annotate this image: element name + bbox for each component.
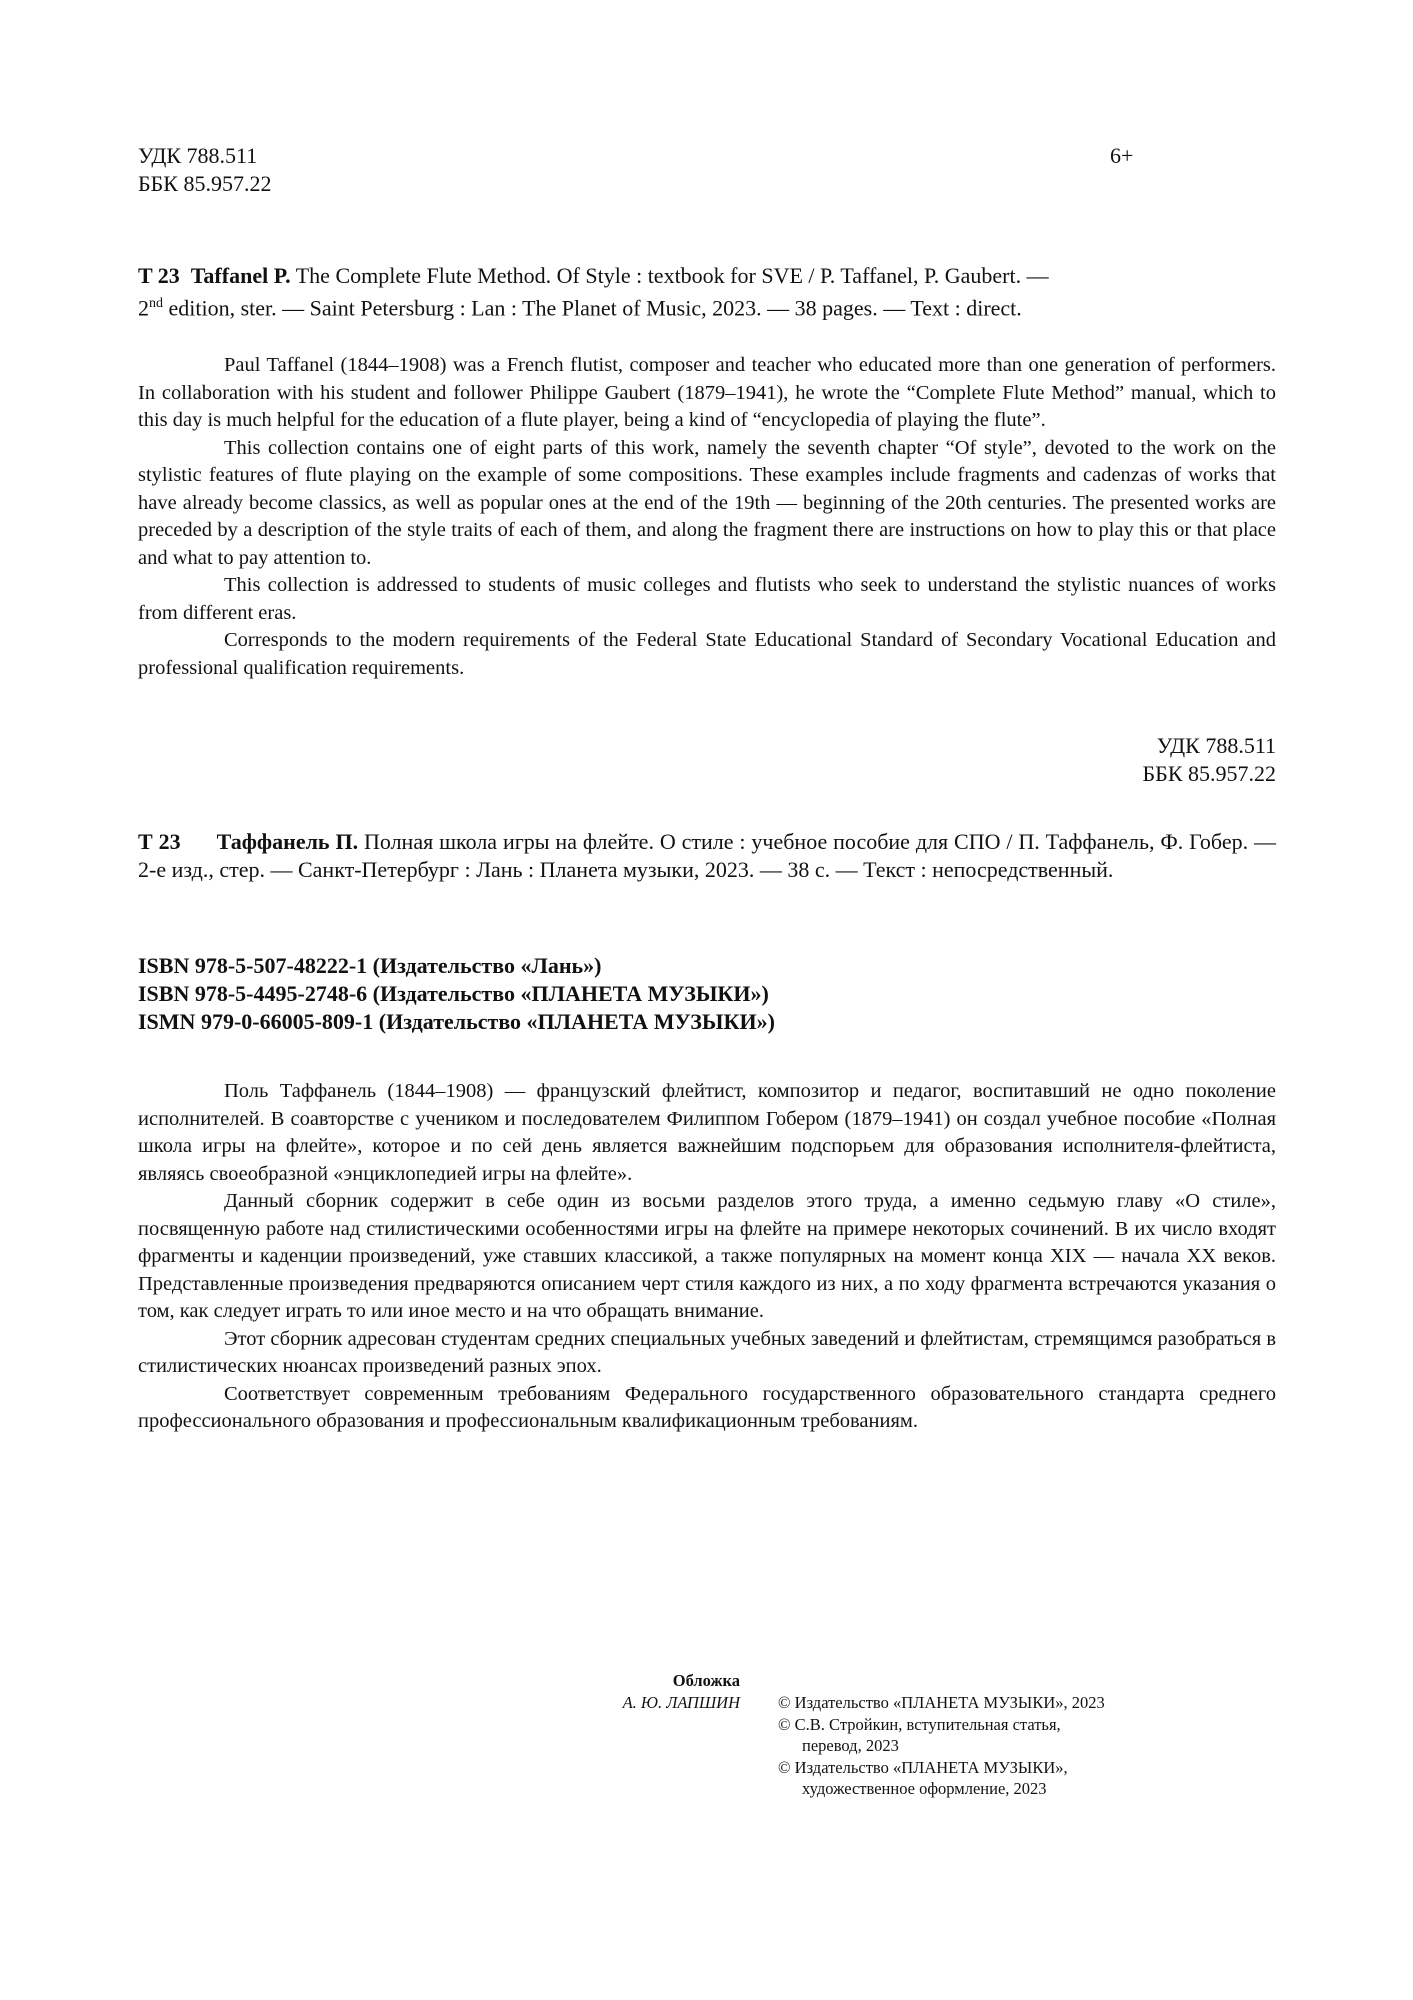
english-record-author: Taffanel P. (190, 263, 291, 288)
english-record-edition-num: 2 (138, 295, 149, 321)
english-record-code: T 23 (138, 263, 180, 288)
english-record-desc-1: The Complete Flute Method. Of Style : textbook for SVE / P. Taffanel, P. Gaubert. — (295, 263, 1049, 288)
english-abstract (138, 352, 1276, 682)
russian-abstract-p3: Этот сборник адресован студентам средних специальных учебных заведений и флейтистам, стремящимся разобраться в стилистических нюансах произведений разных эпох. (138, 1327, 1276, 1377)
russian-record-author: Таффанель П. (216, 829, 359, 854)
ismn-planeta: ISMN 979-0-66005-809-1 (Издательство «ПЛАНЕТА МУЗЫКИ») (138, 1009, 775, 1034)
english-abstract-p4: Corresponds to the modern requirements of the Federal State Educational Standard of Secondary Vocational Education and professional qualification requirements. (138, 629, 1276, 679)
russian-abstract-p4: Соответствует современным требованиям Федерального государственного образовательного стандарта среднего профессионального образования и профессиональным квалификационным требованиям. (138, 1382, 1276, 1432)
russian-record-desc: Полная школа игры на флейте. О стиле : учебное пособие для СПО / П. Таффанель, Ф. Гобер. — 2-е изд., стер. — Санкт-Петербург : Лань : Планета музыки, 2023. — 38 с. — Текст : непосредственный. (138, 829, 1276, 882)
header-udk: УДК 788.511 (138, 143, 258, 168)
copyright-line-2a: © С.В. Стройкин, вступительная статья, (778, 1714, 1061, 1734)
cover-label: Обложка (672, 1671, 740, 1690)
isbn-lan: ISBN 978-5-507-48222-1 (Издательство «Лань») (138, 953, 602, 978)
copyright-line-1: © Издательство «ПЛАНЕТА МУЗЫКИ», 2023 (778, 1693, 1105, 1712)
isbn-planeta: ISBN 978-5-4495-2748-6 (Издательство «ПЛАНЕТА МУЗЫКИ») (138, 981, 769, 1006)
copyright-block (778, 1692, 1198, 1800)
english-record-edition-sup: nd (149, 296, 163, 311)
english-record-desc-2: edition, ster. — Saint Petersburg : Lan : The Planet of Music, 2023. — 38 pages. — Text : direct. (168, 295, 1022, 321)
russian-record-code: Т 23 (138, 829, 181, 854)
header-classification (138, 142, 271, 198)
english-abstract-p2: This collection contains one of eight parts of this work, namely the seventh chapter “Of style”, devoted to the work on the stylistic features of flute playing on the example of some compositions. These examples include fragments and cadenzas of works that have already become classics, as well as popular ones at the end of the 19th — beginning of the 20th centuries. The presented works are preceded by a description of the style traits of each of them, and along the fragment there are instructions on how to play this or that place and what to pay attention to. (138, 436, 1276, 569)
index-right (900, 732, 1276, 788)
identifiers (138, 952, 1276, 1036)
english-abstract-p3: This collection is addressed to students of music colleges and flutists who seek to understand the stylistic nuances of works from different eras. (138, 574, 1276, 624)
age-rating: 6+ (1110, 143, 1134, 168)
russian-abstract (138, 1078, 1276, 1436)
russian-record (138, 828, 1276, 884)
header-bbk: ББК 85.957.22 (138, 171, 272, 196)
english-record (138, 262, 1276, 322)
russian-abstract-p2: Данный сборник содержит в себе один из восьми разделов этого труда, а именно седьмую главу «О стиле», посвященную работе над стилистическими особенностями игры на флейте на примере некоторых сочинений. В их число входят фрагменты и каденции произведений, уже ставших классикой, а также популярных на момент конца XIX — начала XX веков. Представленные произведения предваряются описанием черт стиля каждого из них, а по ходу фрагмента встречаются указания о том, как следует играть то или иное место и на что обращать внимание. (138, 1190, 1276, 1322)
russian-abstract-p1: Поль Таффанель (1844–1908) — французский флейтист, композитор и педагог, воспитавший не одно поколение исполнителей. В соавторстве с учеником и последователем Филиппом Гобером (1879–1941) он создал учебное пособие «Полная школа игры на флейте», которое и по сей день является важнейшим подспорьем для образования исполнителя-флейтиста, являясь своеобразной «энциклопедией игры на флейте». (138, 1080, 1276, 1185)
cover-credit (560, 1670, 740, 1713)
english-abstract-p1: Paul Taffanel (1844–1908) was a French flutist, composer and teacher who educated more than one generation of performers. In collaboration with his student and follower Philippe Gaubert (1879–1941), he wrote the “Complete Flute Method” manual, which to this day is much helpful for the education of a flute player, being a kind of “encyclopedia of playing the flute”. (138, 354, 1276, 431)
cover-artist: А. Ю. ЛАПШИН (622, 1692, 740, 1712)
copyright-line-2b: перевод, 2023 (802, 1736, 899, 1755)
copyright-line-3a: © Издательство «ПЛАНЕТА МУЗЫКИ», (778, 1757, 1068, 1777)
index-right-bbk: ББК 85.957.22 (1142, 761, 1276, 786)
index-right-udk: УДК 788.511 (1156, 733, 1276, 758)
copyright-line-3b: художественное оформление, 2023 (802, 1779, 1047, 1798)
